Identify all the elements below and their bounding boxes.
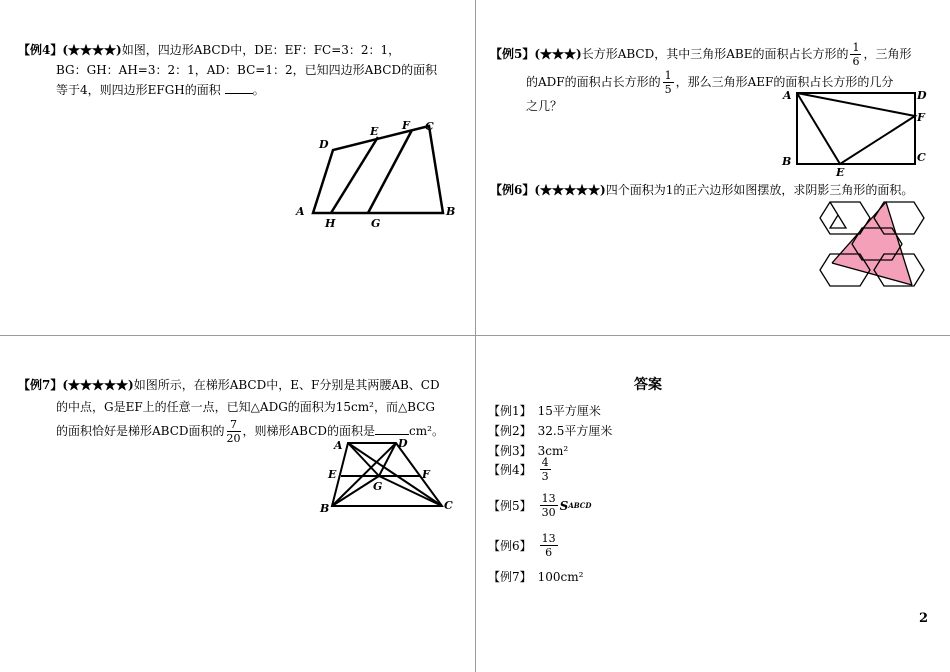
fraction-denominator: 6: [545, 546, 553, 559]
label-B: B: [782, 155, 792, 168]
label-A: A: [296, 205, 305, 218]
label-D: D: [319, 138, 329, 151]
answers-panel: [476, 336, 950, 672]
answers-title: 答案: [634, 377, 662, 393]
answer-row: [488, 456, 553, 483]
label-D: D: [917, 89, 927, 102]
fraction-numerator: 13: [541, 532, 556, 545]
label-E: E: [370, 125, 379, 138]
answer-fraction: [540, 492, 558, 519]
answer-fraction: [540, 456, 551, 483]
answer-row: [488, 492, 591, 519]
fraction-numerator: 4: [541, 456, 549, 469]
label-B: B: [446, 205, 456, 218]
label-G: G: [371, 217, 381, 230]
answer-tag: 【例4】: [488, 463, 532, 477]
label-D: D: [398, 437, 408, 450]
label-C: C: [425, 120, 434, 133]
fraction-denominator: 6: [852, 55, 860, 68]
label-F: F: [917, 111, 925, 124]
example-7-panel: [0, 336, 476, 672]
answer-value: 32.5平方厘米: [537, 424, 613, 438]
answer-fraction: [540, 532, 558, 559]
example-7-tag: 【例7】: [18, 378, 63, 392]
example-6-tag: 【例6】: [490, 183, 535, 197]
example-7-line2: 的中点，G是EF上的任意一点，已知△ADG的面积为15cm²，而△BCG: [56, 400, 435, 414]
label-H: H: [325, 217, 336, 230]
example-4-line2: BG：GH：AH=3：2：1，AD：BC=1：2，已知四边形ABCD的面积: [56, 63, 438, 77]
example-7-unit: cm²。: [409, 424, 444, 438]
label-E: E: [328, 468, 337, 481]
example-6-stars: (★★★★★): [534, 183, 606, 197]
area-symbol: S: [559, 498, 569, 513]
answer-tag: 【例6】: [488, 539, 532, 553]
example-5-line3: 之几？: [526, 99, 563, 113]
example-5-6-panel: [476, 0, 950, 336]
label-G: G: [373, 480, 383, 493]
label-E: E: [836, 166, 845, 179]
answer-tag: 【例7】: [488, 570, 532, 584]
trapezoid-figure: [0, 336, 476, 672]
example-4-line1: 如图，四边形ABCD中，DE：EF：FC=3：2：1，: [121, 43, 401, 57]
example-4-tag: 【例4】: [18, 43, 63, 57]
example-6-line: 四个面积为1的正六边形如图摆放，求阴影三角形的面积。: [605, 183, 914, 197]
label-F: F: [402, 119, 410, 132]
answer-tag: 【例1】: [488, 404, 532, 418]
example-5-line1b: ，三角形: [863, 47, 912, 61]
example-5-tag: 【例5】: [490, 47, 535, 61]
fraction-denominator: 20: [226, 432, 241, 445]
example-5-line2b: ，那么三角形AEF的面积占长方形的几分: [675, 75, 894, 89]
answer-value: 100cm²: [537, 569, 584, 584]
answer-row: [488, 532, 560, 559]
label-C: C: [917, 151, 926, 164]
example-4-panel: [0, 0, 476, 336]
example-5-line1: 长方形ABCD，其中三角形ABE的面积占长方形的: [581, 47, 849, 61]
area-subscript: ABCD: [568, 501, 592, 510]
label-A: A: [783, 89, 792, 102]
label-A: A: [334, 439, 343, 452]
example-4-stars: (★★★★): [62, 43, 122, 57]
example-4-period: 。: [252, 83, 265, 97]
fraction-numerator: 7: [227, 418, 241, 432]
fraction-numerator: 13: [541, 492, 556, 505]
answer-row: [488, 422, 612, 439]
label-F: F: [422, 468, 430, 481]
example-5-line2: 的ADF的面积占长方形的: [526, 75, 661, 89]
answer-row: [488, 568, 583, 585]
fraction-denominator: 5: [664, 83, 672, 96]
answer-tag: 【例5】: [488, 499, 532, 513]
example-7-stars: (★★★★★): [62, 378, 134, 392]
answer-tag: 【例2】: [488, 424, 532, 438]
quadrilateral-figure: [0, 0, 476, 336]
label-B: B: [320, 502, 330, 515]
hexagon-figure: [476, 0, 950, 336]
example-7-line3: 的面积恰好是梯形ABCD面积的: [56, 424, 225, 438]
answer-tag: 【例3】: [488, 444, 532, 458]
example-4-line3: 等于4，则四边形EFGH的面积: [56, 83, 221, 97]
shaded-triangle: [832, 202, 912, 285]
label-C: C: [444, 499, 453, 512]
answer-row: [488, 402, 601, 419]
example-7-line3b: ，则梯形ABCD的面积是: [242, 424, 376, 438]
fraction-numerator: 1: [852, 41, 860, 54]
fraction-denominator: 30: [541, 506, 556, 519]
page-number: 2: [918, 611, 928, 626]
fraction-numerator: 1: [664, 69, 672, 82]
answer-value: 3cm²: [537, 443, 569, 458]
fraction-denominator: 3: [541, 470, 549, 483]
example-5-stars: (★★★): [534, 47, 582, 61]
answer-value: 15平方厘米: [537, 404, 601, 418]
example-7-line1: 如图所示，在梯形ABCD中，E、F分别是其两腰AB、CD: [133, 378, 440, 392]
